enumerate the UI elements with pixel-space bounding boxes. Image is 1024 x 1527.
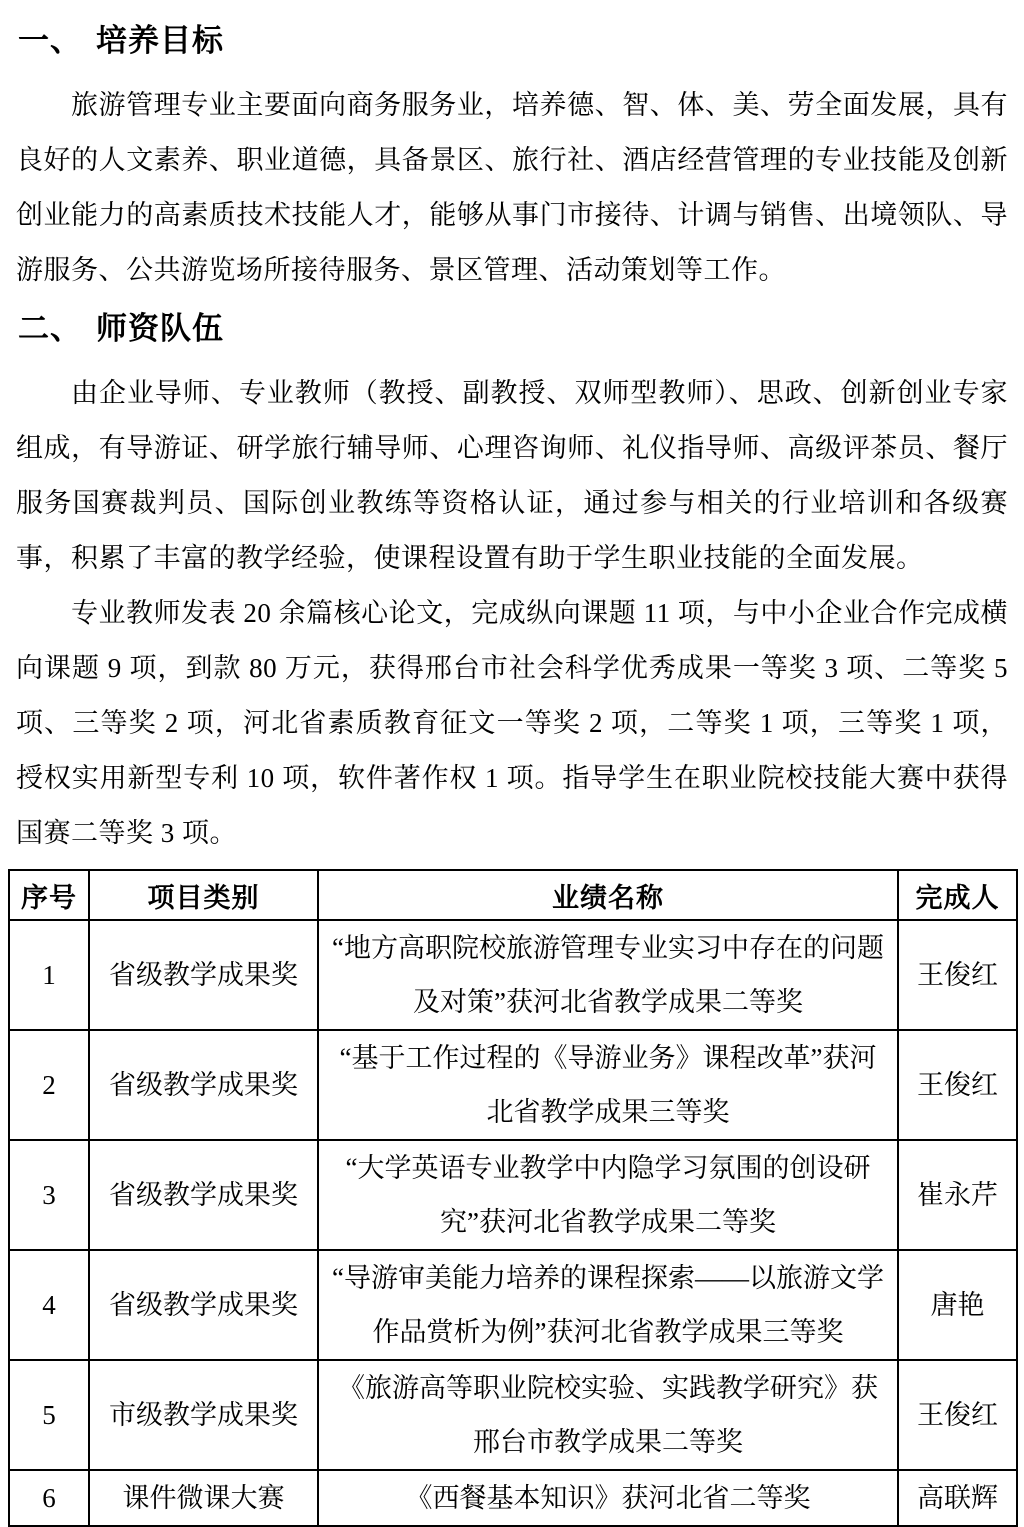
cell-person: 崔永芹 xyxy=(898,1140,1017,1250)
cell-category: 市级教学成果奖 xyxy=(89,1360,318,1470)
cell-person: 王俊红 xyxy=(898,1360,1017,1470)
section-2-paragraph-1: 由企业导师、专业教师（教授、副教授、双师型教师）、思政、创新创业专家组成，有导游证、研学旅行辅导师、心理咨询师、礼仪指导师、高级评茶员、餐厅服务国赛裁判员、国际创业教练等资格认证，通过参与相关的行业培训和各级赛事，积累了丰富的教学经验，使课程设置有助于学生职业技能的全面发展。 xyxy=(16,378,1008,573)
table-row xyxy=(9,1250,1017,1360)
section-1-paragraph: 旅游管理专业主要面向商务服务业，培养德、智、体、美、劳全面发展，具有良好的人文素养、职业道德，具备景区、旅行社、酒店经营管理的专业技能及创新创业能力的高素质技术技能人才，能够从事门市接待、计调与销售、出境领队、导游服务、公共游览场所接待服务、景区管理、活动策划等工作。 xyxy=(16,90,1008,285)
cell-achievement: 《西餐基本知识》获河北省二等奖 xyxy=(318,1470,898,1526)
cell-no: 4 xyxy=(9,1250,89,1360)
col-header-achievement: 业绩名称 xyxy=(318,870,898,920)
cell-person: 唐艳 xyxy=(898,1250,1017,1360)
cell-achievement: “地方高职院校旅游管理专业实习中存在的问题及对策”获河北省教学成果二等奖 xyxy=(318,920,898,1030)
cell-category: 省级教学成果奖 xyxy=(89,1030,318,1140)
section-2-number: 二、 xyxy=(18,311,82,346)
achievements-table xyxy=(8,869,1018,1527)
cell-no: 1 xyxy=(9,920,89,1030)
cell-no: 6 xyxy=(9,1470,89,1526)
cell-achievement: “基于工作过程的《导游业务》课程改革”获河北省教学成果三等奖 xyxy=(318,1030,898,1140)
section-2-heading xyxy=(18,308,1008,350)
cell-person: 王俊红 xyxy=(898,1030,1017,1140)
cell-achievement: “大学英语专业教学中内隐学习氛围的创设研究”获河北省教学成果二等奖 xyxy=(318,1140,898,1250)
cell-achievement: 《旅游高等职业院校实验、实践教学研究》获邢台市教学成果二等奖 xyxy=(318,1360,898,1470)
col-header-person: 完成人 xyxy=(898,870,1017,920)
cell-no: 5 xyxy=(9,1360,89,1470)
section-1-title: 培养目标 xyxy=(96,23,224,58)
table-row xyxy=(9,920,1017,1030)
cell-category: 省级教学成果奖 xyxy=(89,920,318,1030)
cell-category: 省级教学成果奖 xyxy=(89,1140,318,1250)
cell-achievement: “导游审美能力培养的课程探索——以旅游文学作品赏析为例”获河北省教学成果三等奖 xyxy=(318,1250,898,1360)
cell-person: 王俊红 xyxy=(898,920,1017,1030)
table-row xyxy=(9,1470,1017,1526)
cell-no: 2 xyxy=(9,1030,89,1140)
cell-no: 3 xyxy=(9,1140,89,1250)
table-header-row xyxy=(9,870,1017,920)
section-2-paragraph-2: 专业教师发表 20 余篇核心论文，完成纵向课题 11 项，与中小企业合作完成横向课题 9 项，到款 80 万元，获得邢台市社会科学优秀成果一等奖 3 项、二等奖 5 项、三等奖 2 项，河北省素质教育征文一等奖 2 项，二等奖 1 项，三等奖 1 项，授权实用新型专利 10 项，软件著作权 1 项。指导学生在职业院校技能大赛中获得国赛二等奖 3 项。 xyxy=(16,598,1008,848)
table-row xyxy=(9,1140,1017,1250)
col-header-category: 项目类别 xyxy=(89,870,318,920)
section-1-number: 一、 xyxy=(18,23,82,58)
table-row xyxy=(9,1360,1017,1470)
section-1-heading xyxy=(18,20,1008,62)
cell-person: 高联辉 xyxy=(898,1470,1017,1526)
section-2-title: 师资队伍 xyxy=(96,311,224,346)
col-header-no: 序号 xyxy=(9,870,89,920)
cell-category: 课件微课大赛 xyxy=(89,1470,318,1526)
cell-category: 省级教学成果奖 xyxy=(89,1250,318,1360)
table-row xyxy=(9,1030,1017,1140)
